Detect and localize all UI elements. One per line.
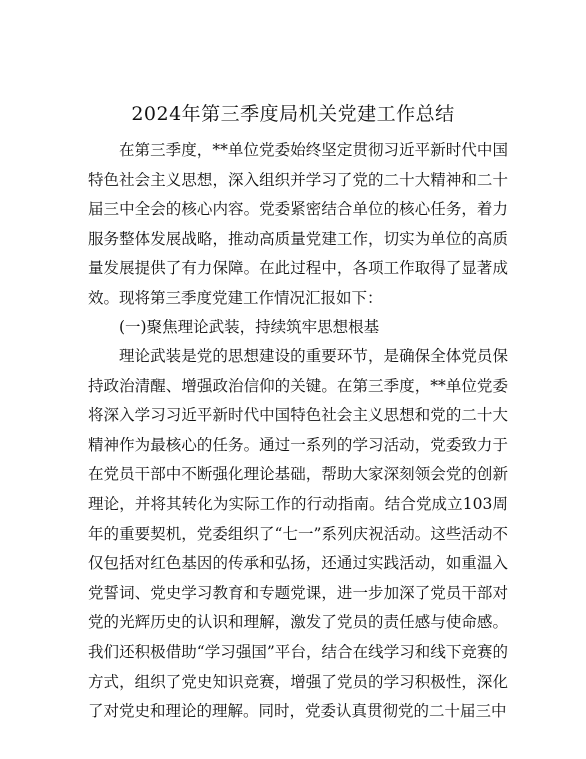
section-paragraph: 理论武装是党的思想建设的重要环节，是确保全体党员保持政治清醒、增强政治信仰的关键。在第三季度，**单位党委将深入学习习近平新时代中国特色社会主义思想和党的二十大精神作为最核心的任务。通过一系列的学习活动，党委致力于在党员干部中不断强化理论基础，帮助大家深刻领会党的创新理论，并将其转化为实际工作的行动指南。结合党成立103周年的重要契机，党委组织了“七一”系列庆祝活动。这些活动不仅包括对红色基因的传承和弘扬，还通过实践活动，如重温入党誓词、党史学习教育和专题党课，进一步加深了党员干部对党的光辉历史的认识和理解，激发了党员的责任感与使命感。我们还积极借助“学习强国”平台，结合在线学习和线下竞赛的方式，组织了党史知识竞赛，增强了党员的学习积极性，深化了对党史和理论的理解。同时，党委认真贯彻党的二十届三中 xyxy=(88,347,508,721)
document-title: 2024年第三季度局机关党建工作总结 xyxy=(131,103,455,125)
section-heading: (一)聚焦理论武装，持续筑牢思想根基 xyxy=(119,318,380,336)
intro-paragraph: 在第三季度，**单位党委始终坚定贯彻习近平新时代中国特色社会主义思想，深入组织并学习了党的二十大精神和二十届三中全会的核心内容。党委紧密结合单位的核心任务，着力服务整体发展战略，推动高质量党建工作，切实为单位的高质量发展提供了有力保障。在此过程中，各项工作取得了显著成效。现将第三季度党建工作情况汇报如下： xyxy=(88,141,508,307)
